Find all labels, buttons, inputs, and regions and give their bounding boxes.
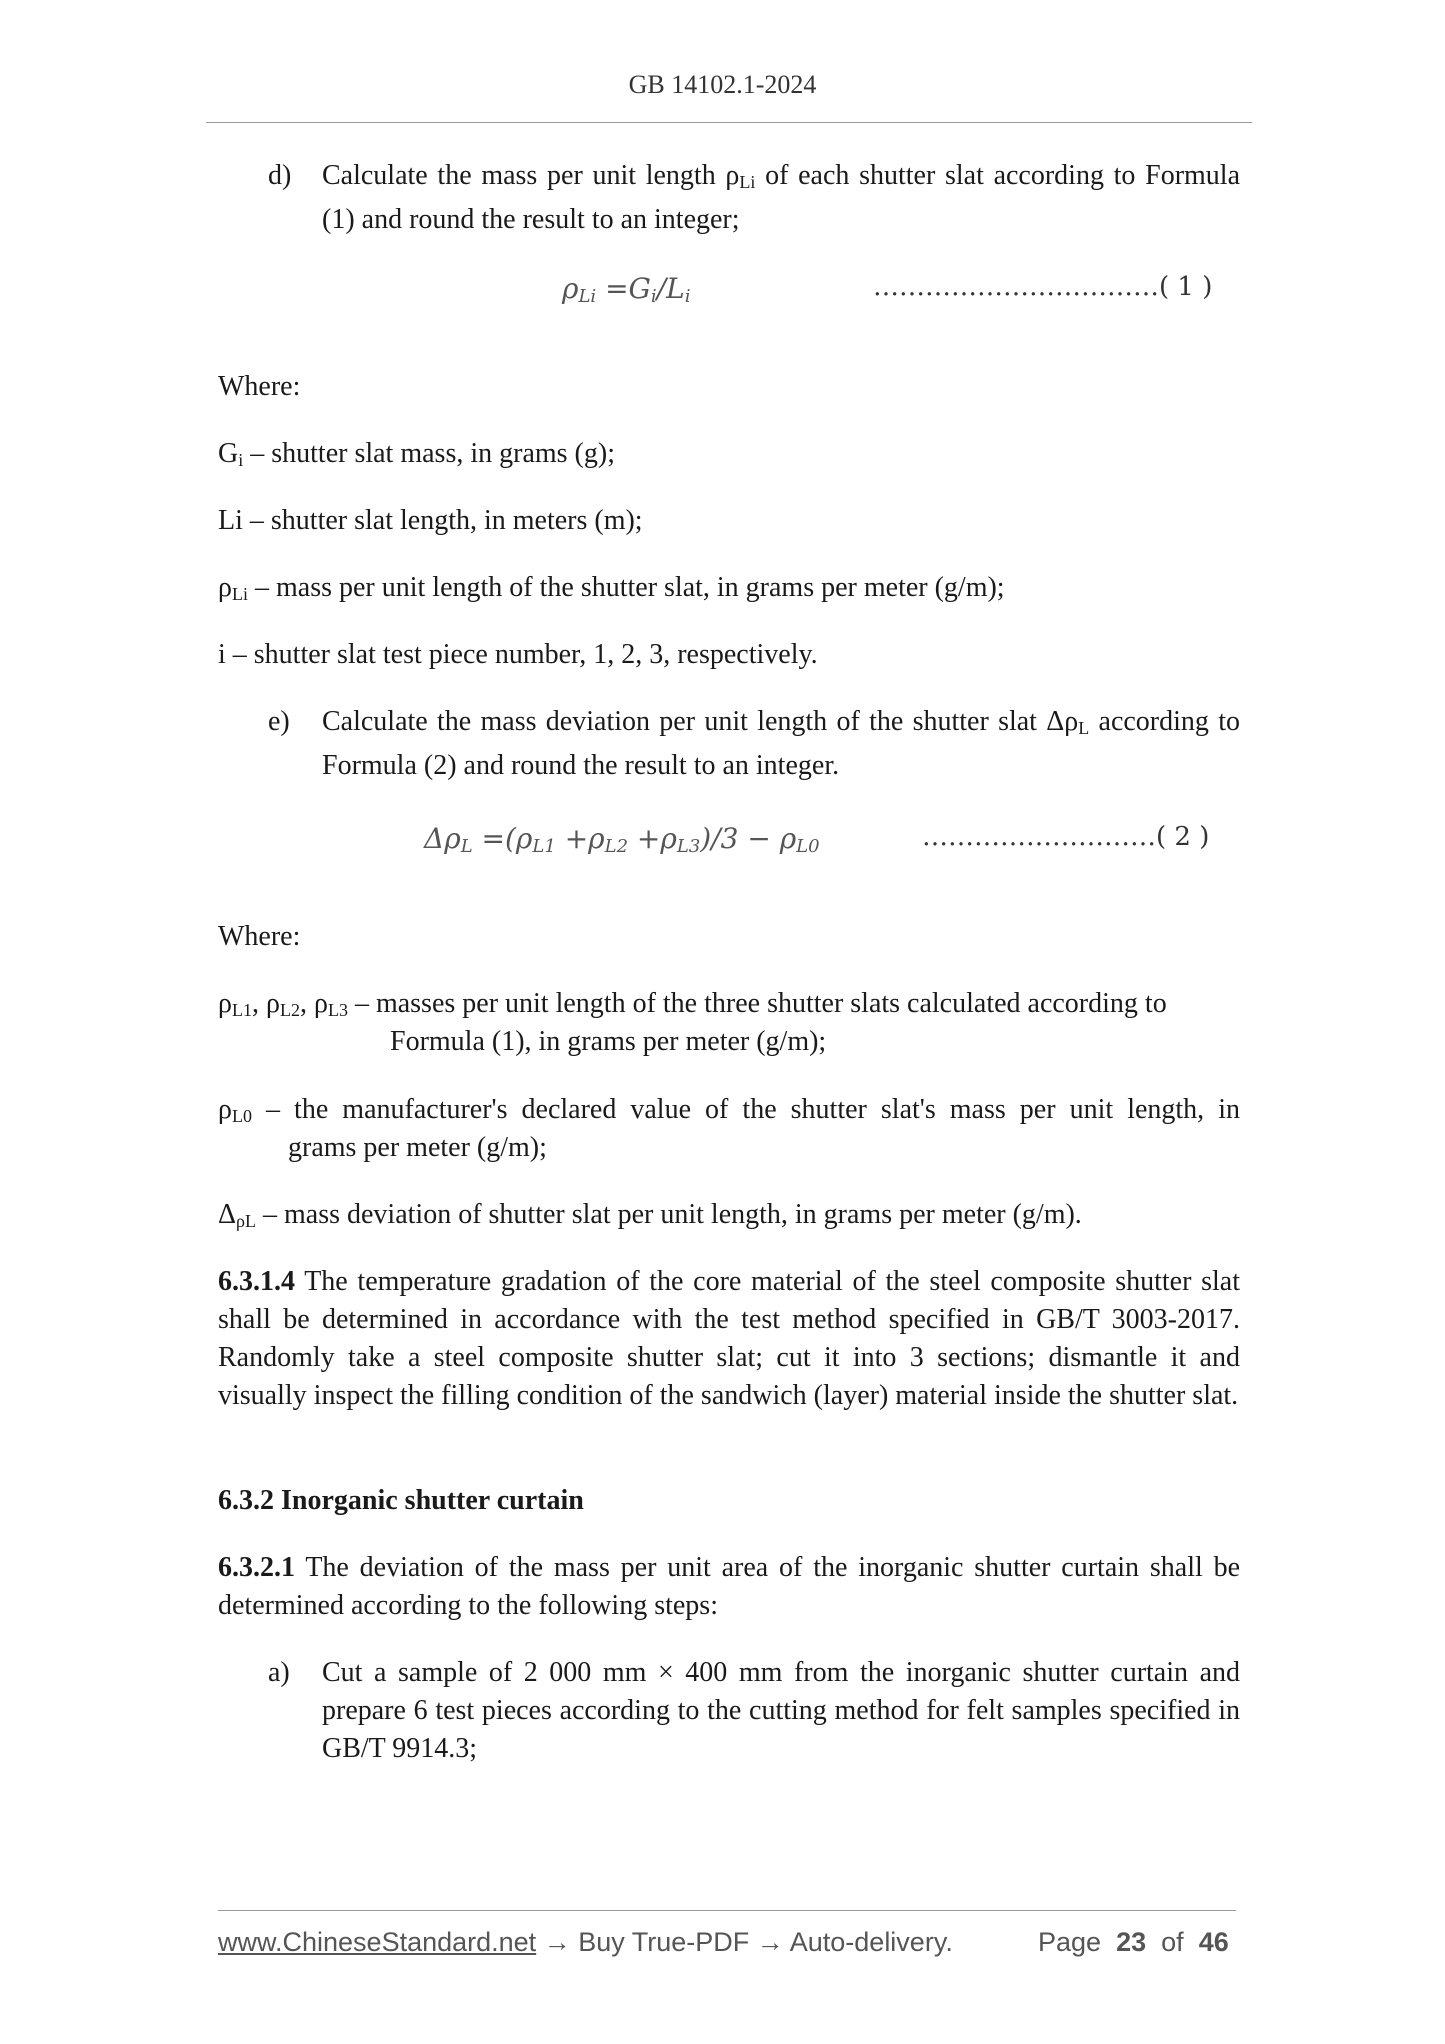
where-label-1: Where: [218,371,301,402]
where-item-g: $G_i$ – shutter slat mass, in grams (g); [218,438,615,470]
clause-6-3-2-1: 6.3.2.1 The deviation of the mass per unit area of the inorganic shutter curtain shall be determined according to the following steps: [218,1552,1240,1621]
formula-2-number: ( 2 ) [1156,822,1210,852]
where-item-rho-l0: $\rho_{L0}$ – the manufacturer's declared value of the shutter slat's mass per unit length, in [218,1094,1240,1126]
step-d-text: Calculate the mass per unit length $\rho_{Li}$ of each shutter slat according to Formula (1) and round the result to an integer; [322,160,1241,235]
step-e-text: Calculate the mass deviation per unit length of the shutter slat $\Delta\rho_L$ according to Formula (2) and round the result to an integer. [322,706,1240,781]
section-heading-6-3-2: 6.3.2 Inorganic shutter curtain [218,1485,584,1516]
chinesestandard-link[interactable]: www.ChineseStandard.net [218,1927,537,1957]
where-item-rho: $\rho_{Li}$ – mass per unit length of the shutter slat, in grams per meter (g/m); [218,572,1005,604]
current-page: 23 [1116,1927,1147,1957]
step-a-text: Cut a sample of 2 000 mm × 400 mm from the inorganic shutter curtain and prepare 6 test pieces according to the cutting method for felt samples specified in GB/T 9914.3; [322,1657,1240,1764]
where-item-rho-l0-cont: grams per meter (g/m); [288,1132,547,1163]
header-divider [206,122,1252,123]
where-item-i: i – shutter slat test piece number, 1, 2, 3, respectively. [218,639,818,670]
clause-6-3-1-4: 6.3.1.4 The temperature gradation of the core material of the steel composite shutter slat shall be determined in accordance with the test method specified in GB/T 3003-2017. Randomly take a steel composite shutter slat; cut it into 3 sections; dismantle it and visually inspect the filling condition of the sandwich (layer) material inside the shutter slat. [218,1266,1240,1411]
step-e-marker: e) [268,706,290,737]
formula-1-leader: ……………………………( 1 ) [873,272,1213,302]
page-indicator: Page 23 of 46 [1038,1927,1229,1957]
where-item-delta-rho: $\Delta_{\rho L}$ – mass deviation of shutter slat per unit length, in grams per meter (g/m). [218,1199,1082,1231]
where-item-rho-l123-cont: Formula (1), in grams per meter (g/m); [390,1026,827,1057]
footer-promo: www.ChineseStandard.net → Buy True-PDF → Auto-delivery. [218,1927,953,1957]
document-code: GB 14102.1-2024 [628,70,817,99]
where-item-rho-l123: $\rho_{L1}$, $\rho_{L2}$, $\rho_{L3}$ – masses per unit length of the three shutter slats calculated according to [218,988,1167,1020]
step-a-marker: a) [268,1657,290,1688]
total-pages: 46 [1198,1927,1229,1957]
where-label-2: Where: [218,921,301,952]
formula-2-leader: ………………………( 2 ) [922,822,1210,852]
footer-divider [218,1910,1236,1911]
step-d-marker: d) [268,160,292,191]
formula-1-number: ( 1 ) [1159,272,1213,302]
formula-1: $\rho_{Li} =G_i/L_i$ [562,272,691,307]
formula-2: $\Delta\rho_L =(\rho_{L1} +\rho_{L2} +\rho_{L3})/3 - \rho_{L0}$ [424,822,820,857]
where-item-l: Li – shutter slat length, in meters (m); [218,505,643,536]
